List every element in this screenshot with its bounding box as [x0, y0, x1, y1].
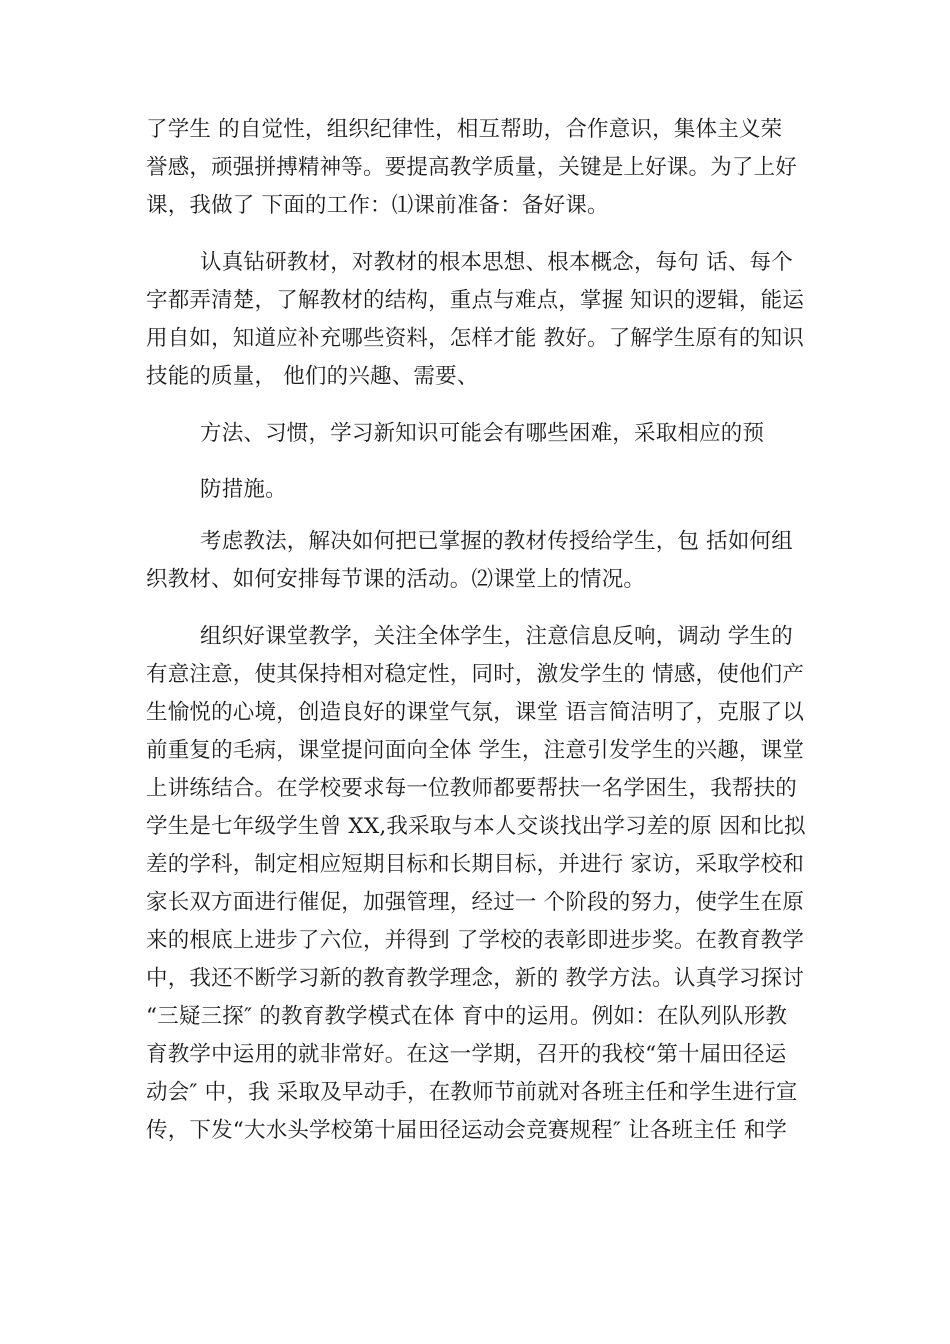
text-line: 动会″ 中，我 采取及早动手，在教师节前就对各班主任和学生进行宣 — [146, 1080, 798, 1105]
text-line: 中，我还不断学习新的教育教学理念，新的 教学方法。认真学习探讨 — [146, 966, 805, 991]
text-line: 用自如，知道应补充哪些资料，怎样才能 教好。了解学生原有的知识 — [146, 326, 805, 351]
text-line: 家长双方面进行催促，加强管理，经过一 个阶段的努力，使学生在原 — [146, 890, 805, 915]
text-line: 课，我做了 下面的工作：⑴课前准备：备好课。 — [146, 193, 609, 218]
text-line: 技能的质量， 他们的兴趣、需要、 — [146, 364, 479, 389]
text-line: 传，下发“大水头学校第十届田径运动会竞赛规程″ 让各班主任 和学 — [146, 1118, 788, 1143]
text-line: 来的根底上进步了六位，并得到 了学校的表彰即进步奖。在教育教学 — [146, 928, 805, 953]
text-line: 生愉悦的心境，创造良好的课堂气氛，课堂 语言简洁明了，克服了以 — [146, 700, 805, 725]
paragraph-first-line: 考虑教法，解决如何把已掌握的教材传授给学生，包 括如何组 — [200, 529, 793, 554]
paragraph-first-line: 防措施。 — [200, 477, 287, 502]
paragraph-first-line: 方法、习惯，学习新知识可能会有哪些困难，采取相应的预 — [200, 421, 765, 446]
text-line: 前重复的毛病，课堂提问面向全体 学生，注意引发学生的兴趣，课堂 — [146, 738, 805, 763]
text-line: 字都弄清楚，了解教材的结构，重点与难点，掌握 知识的逻辑，能运 — [146, 288, 805, 313]
text-line: 育教学中运用的就非常好。在这一学期，召开的我校“第十届田径运 — [146, 1042, 787, 1067]
paragraph-first-line: 认真钻研教材，对教材的根本思想、根本概念，每句 话、每个 — [200, 250, 793, 275]
text-line: 上讲练结合。在学校要求每一位教师都要帮扶一名学困生，我帮扶的 — [146, 776, 798, 801]
text-line: “三疑三探″ 的教育教学模式在体 育中的运用。例如：在队列队形教 — [146, 1004, 788, 1029]
text-line: 誉感，顽强拼搏精神等。要提高教学质量，关键是上好课。为了上好 — [146, 155, 798, 180]
text-line: 了学生 的自觉性，组织纪律性，相互帮助，合作意识，集体主义荣 — [146, 117, 783, 142]
text-line: 有意注意，使其保持相对稳定性，同时，激发学生的 情感，使他们产 — [146, 662, 805, 687]
paragraph-first-line: 组织好课堂教学，关注全体学生，注意信息反响，调动 学生的 — [200, 624, 793, 649]
text-line: 学生是七年级学生曾 XX,我采取与本人交谈找出学习差的原 因和比拟 — [146, 814, 806, 839]
text-line: 差的学科，制定相应短期目标和长期目标，并进行 家访，采取学校和 — [146, 852, 805, 877]
text-line: 织教材、如何安排每节课的活动。⑵课堂上的情况。 — [146, 567, 646, 592]
